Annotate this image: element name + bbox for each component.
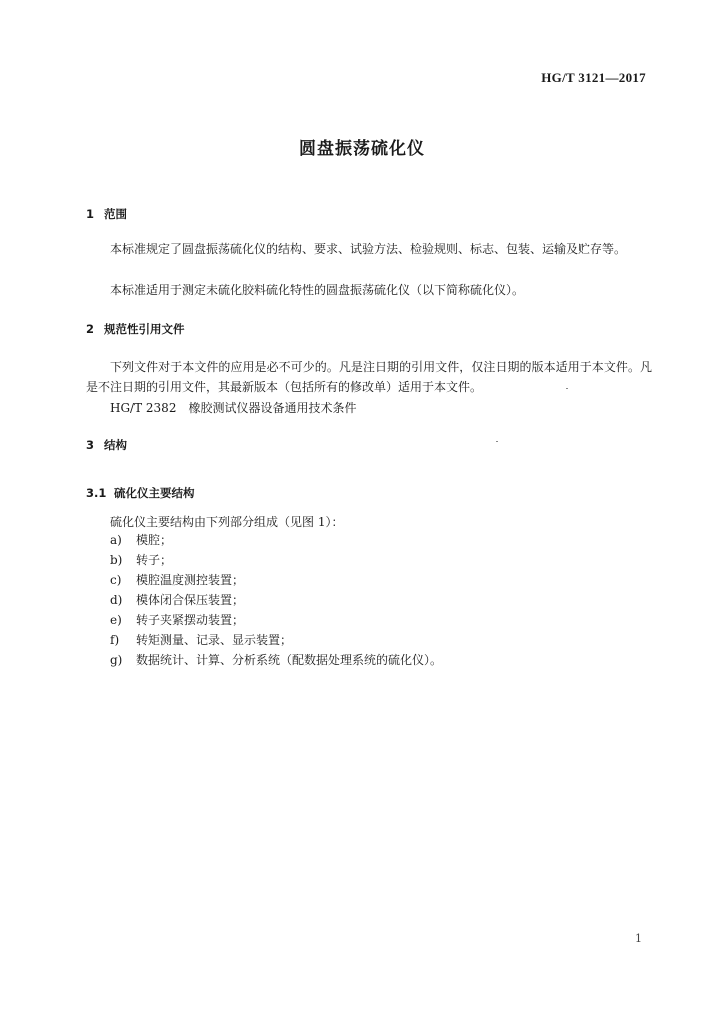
- scan-speck: [496, 441, 498, 442]
- normative-reference-1: HG/T 2382 橡胶测试仪器设备通用技术条件: [110, 401, 357, 415]
- list-item-text: 转子夹紧摆动装置；: [136, 613, 245, 627]
- list-item-mark: f): [110, 633, 120, 647]
- section-2-heading: [86, 321, 185, 337]
- list-item-text: 模腔；: [136, 533, 173, 547]
- section-1-paragraph-1: 本标准规定了圆盘振荡硫化仪的结构、要求、试验方法、检验规则、标志、包装、运输及贮存等。: [110, 242, 627, 256]
- list-item-text: 转矩测量、记录、显示装置；: [136, 633, 293, 647]
- list-item-text: 数据统计、计算、分析系统（配数据处理系统的硫化仪）。: [136, 653, 443, 667]
- section-1-heading: [86, 206, 127, 222]
- section-3-1-number: 3.1: [86, 486, 107, 500]
- list-item-mark: d): [110, 593, 123, 607]
- list-item: [110, 570, 244, 590]
- list-item-mark: b): [110, 553, 123, 567]
- page-number: 1: [635, 932, 642, 945]
- section-2-paragraph-1: 下列文件对于本文件的应用是必不可少的。凡是注日期的引用文件，仅注日期的版本适用于本文件。凡是不注日期的引用文件，其最新版本（包括所有的修改单）适用于本文件。: [86, 360, 652, 394]
- list-item: [110, 610, 244, 630]
- section-2-title: 规范性引用文件: [104, 322, 185, 336]
- list-item: [110, 590, 244, 610]
- list-item: [110, 550, 172, 570]
- list-item-mark: g): [110, 653, 123, 667]
- section-3-1-heading: [86, 485, 195, 501]
- list-item-mark: a): [110, 533, 122, 547]
- section-2-number: 2: [86, 322, 95, 336]
- section-1-title: 范围: [104, 207, 127, 221]
- list-item-mark: e): [110, 613, 122, 627]
- list-item: [110, 630, 292, 650]
- list-item-mark: c): [110, 573, 122, 587]
- scan-speck: [566, 388, 568, 389]
- section-3-title: 结构: [104, 438, 127, 452]
- section-3-1-title: 硫化仪主要结构: [114, 486, 195, 500]
- section-1-number: 1: [86, 207, 95, 221]
- standard-code: HG/T 3121—2017: [541, 70, 646, 85]
- section-3-heading: [86, 437, 127, 453]
- list-item: [110, 650, 442, 670]
- list-item-text: 模腔温度测控装置；: [136, 573, 245, 587]
- section-3-number: 3: [86, 438, 95, 452]
- list-item-text: 模体闭合保压装置；: [136, 593, 245, 607]
- list-item: [110, 530, 172, 550]
- document-title: 圆盘振荡硫化仪: [299, 139, 425, 159]
- section-3-1-intro: 硫化仪主要结构由下列部分组成（见图 1）：: [110, 515, 344, 529]
- list-item-text: 转子；: [136, 553, 173, 567]
- section-1-paragraph-2: 本标准适用于测定未硫化胶料硫化特性的圆盘振荡硫化仪（以下简称硫化仪）。: [110, 283, 525, 297]
